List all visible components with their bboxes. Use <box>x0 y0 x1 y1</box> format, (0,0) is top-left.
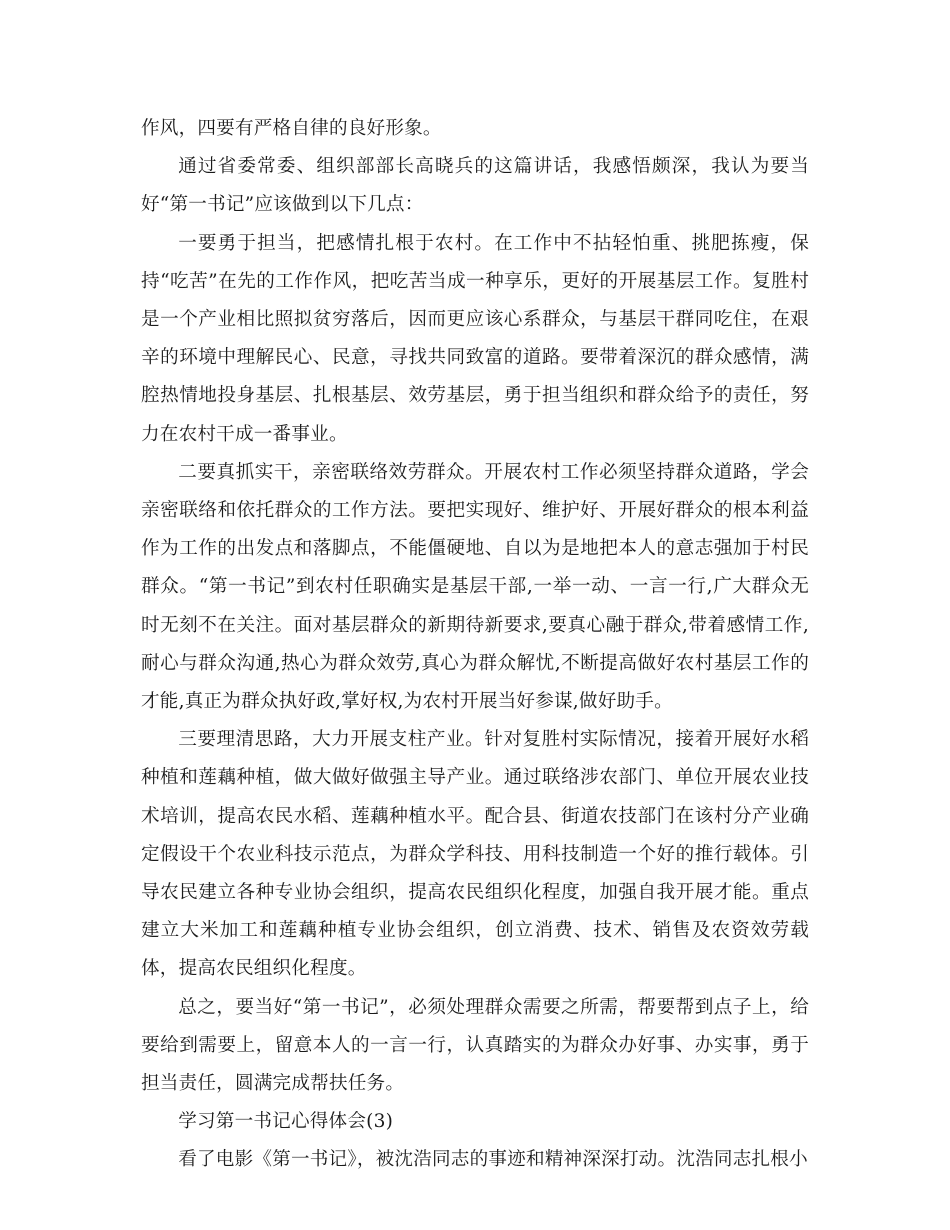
paragraph-2: 通过省委常委、组织部部长高晓兵的这篇讲话，我感悟颇深，我认为要当好“第一书记”应该做到以下几点： <box>141 156 809 216</box>
section-heading: 学习第一书记心得体会(3) <box>178 1111 394 1133</box>
paragraph-7: 看了电影《第一书记》，被沈浩同志的事迹和精神深深打动。沈浩同志扎根小 <box>178 1149 808 1171</box>
paragraph-6: 总之，要当好“第一书记”，必须处理群众需要之所需，帮要帮到点子上，给要给到需要上，留意本人的一言一行，认真踏实的为群众办好事、办实事，勇于担当责任，圆满完成帮扶任务。 <box>141 996 809 1095</box>
paragraph-3: 一要勇于担当，把感情扎根于农村。在工作中不拈轻怕重、挑肥拣瘦，保持“吃苦”在先的工作作风，把吃苦当成一种享乐，更好的开展基层工作。复胜村是一个产业相比照拟贫穷落后，因而更应该心系群众，与基层干群同吃住，在艰辛的环境中理解民心、民意，寻找共同致富的道路。要带着深沉的群众感情，满腔热情地投身基层、扎根基层、效劳基层，勇于担当组织和群众给予的责任，努力在农村干成一番事业。 <box>141 232 809 445</box>
paragraph-1: 作风，四要有严格自律的良好形象。 <box>141 118 442 139</box>
paragraph-5: 三要理清思路，大力开展支柱产业。针对复胜村实际情况，接着开展好水稻种植和莲藕种植，做大做好做强主导产业。通过联络涉农部门、单位开展农业技术培训，提高农民水稻、莲藕种植水平。配合县、街道农技部门在该村分产业确定假设干个农业科技示范点，为群众学科技、用科技制造一个好的推行载体。引导农民建立各种专业协会组织，提高农民组织化程度，加强自我开展才能。重点建立大米加工和莲藕种植专业协会组织，创立消费、技术、销售及农资效劳载体，提高农民组织化程度。 <box>141 729 809 980</box>
document-page <box>141 110 809 1180</box>
paragraph-4: 二要真抓实干，亲密联络效劳群众。开展农村工作必须坚持群众道路，学会亲密联络和依托群众的工作方法。要把实现好、维护好、开展好群众的根本利益作为工作的出发点和落脚点，不能僵硬地、自以为是地把本人的意志强加于村民群众。“第一书记”到农村任职确实是基层干部,一举一动、一言一行,广大群众无时无刻不在关注。面对基层群众的新期待新要求,要真心融于群众,带着感情工作,耐心与群众沟通,热心为群众效劳,真心为群众解忧,不断提高做好农村基层工作的才能,真正为群众执好政,掌好权,为农村开展当好参谋,做好助手。 <box>141 461 809 713</box>
